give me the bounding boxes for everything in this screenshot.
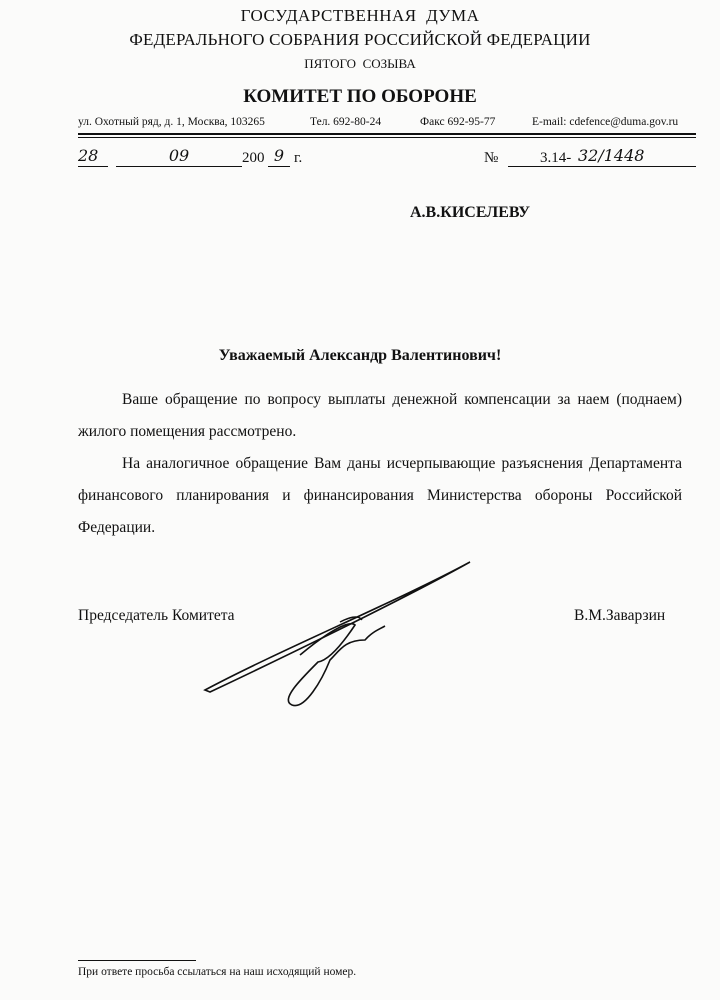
- committee-title: КОМИТЕТ ПО ОБОРОНЕ: [243, 86, 477, 107]
- letterhead-line-2: ФЕДЕРАЛЬНОГО СОБРАНИЯ РОССИЙСКОЙ ФЕДЕРАЦИИ: [129, 30, 591, 49]
- email: E-mail: cdefence@duma.gov.ru: [532, 116, 679, 128]
- paragraph-2: На аналогичное обращение Вам даны исчерпывающие разъяснения Департамента финансового планирования и финансирования Министерства обороны Российской Федерации.: [78, 455, 682, 536]
- date-month: 09: [116, 146, 242, 167]
- letterhead-line-1: ГОСУДАРСТВЕННАЯ ДУМА: [240, 6, 480, 25]
- addressee: А.В.КИСЕЛЕВУ: [410, 204, 530, 221]
- date-day: 28: [78, 146, 108, 167]
- salutation: Уважаемый Александр Валентинович!: [218, 347, 502, 364]
- date-year-prefix: 200: [242, 150, 265, 166]
- date-year-suffix: г.: [294, 150, 303, 166]
- footer-note: При ответе просьба ссылаться на наш исходящий номер.: [78, 966, 357, 978]
- number-handwritten: 32/1448: [578, 146, 645, 165]
- date-year-digit: 9: [268, 146, 290, 167]
- signatory-name: В.М.Заварзин: [574, 607, 666, 624]
- signatory-position: Председатель Комитета: [78, 607, 235, 624]
- phone: Тел. 692-80-24: [310, 116, 382, 128]
- number-label: №: [484, 150, 499, 166]
- paragraph-1: Ваше обращение по вопросу выплаты денежной компенсации за наем (поднаем) жилого помещения рассмотрено.: [78, 391, 682, 440]
- letterhead-line-3: ПЯТОГО СОЗЫВА: [304, 56, 416, 71]
- address: ул. Охотный ряд, д. 1, Москва, 103265: [78, 116, 265, 128]
- fax: Факс 692-95-77: [420, 116, 496, 128]
- footer-rule: [78, 960, 196, 961]
- number-printed: 3.14-: [540, 150, 572, 166]
